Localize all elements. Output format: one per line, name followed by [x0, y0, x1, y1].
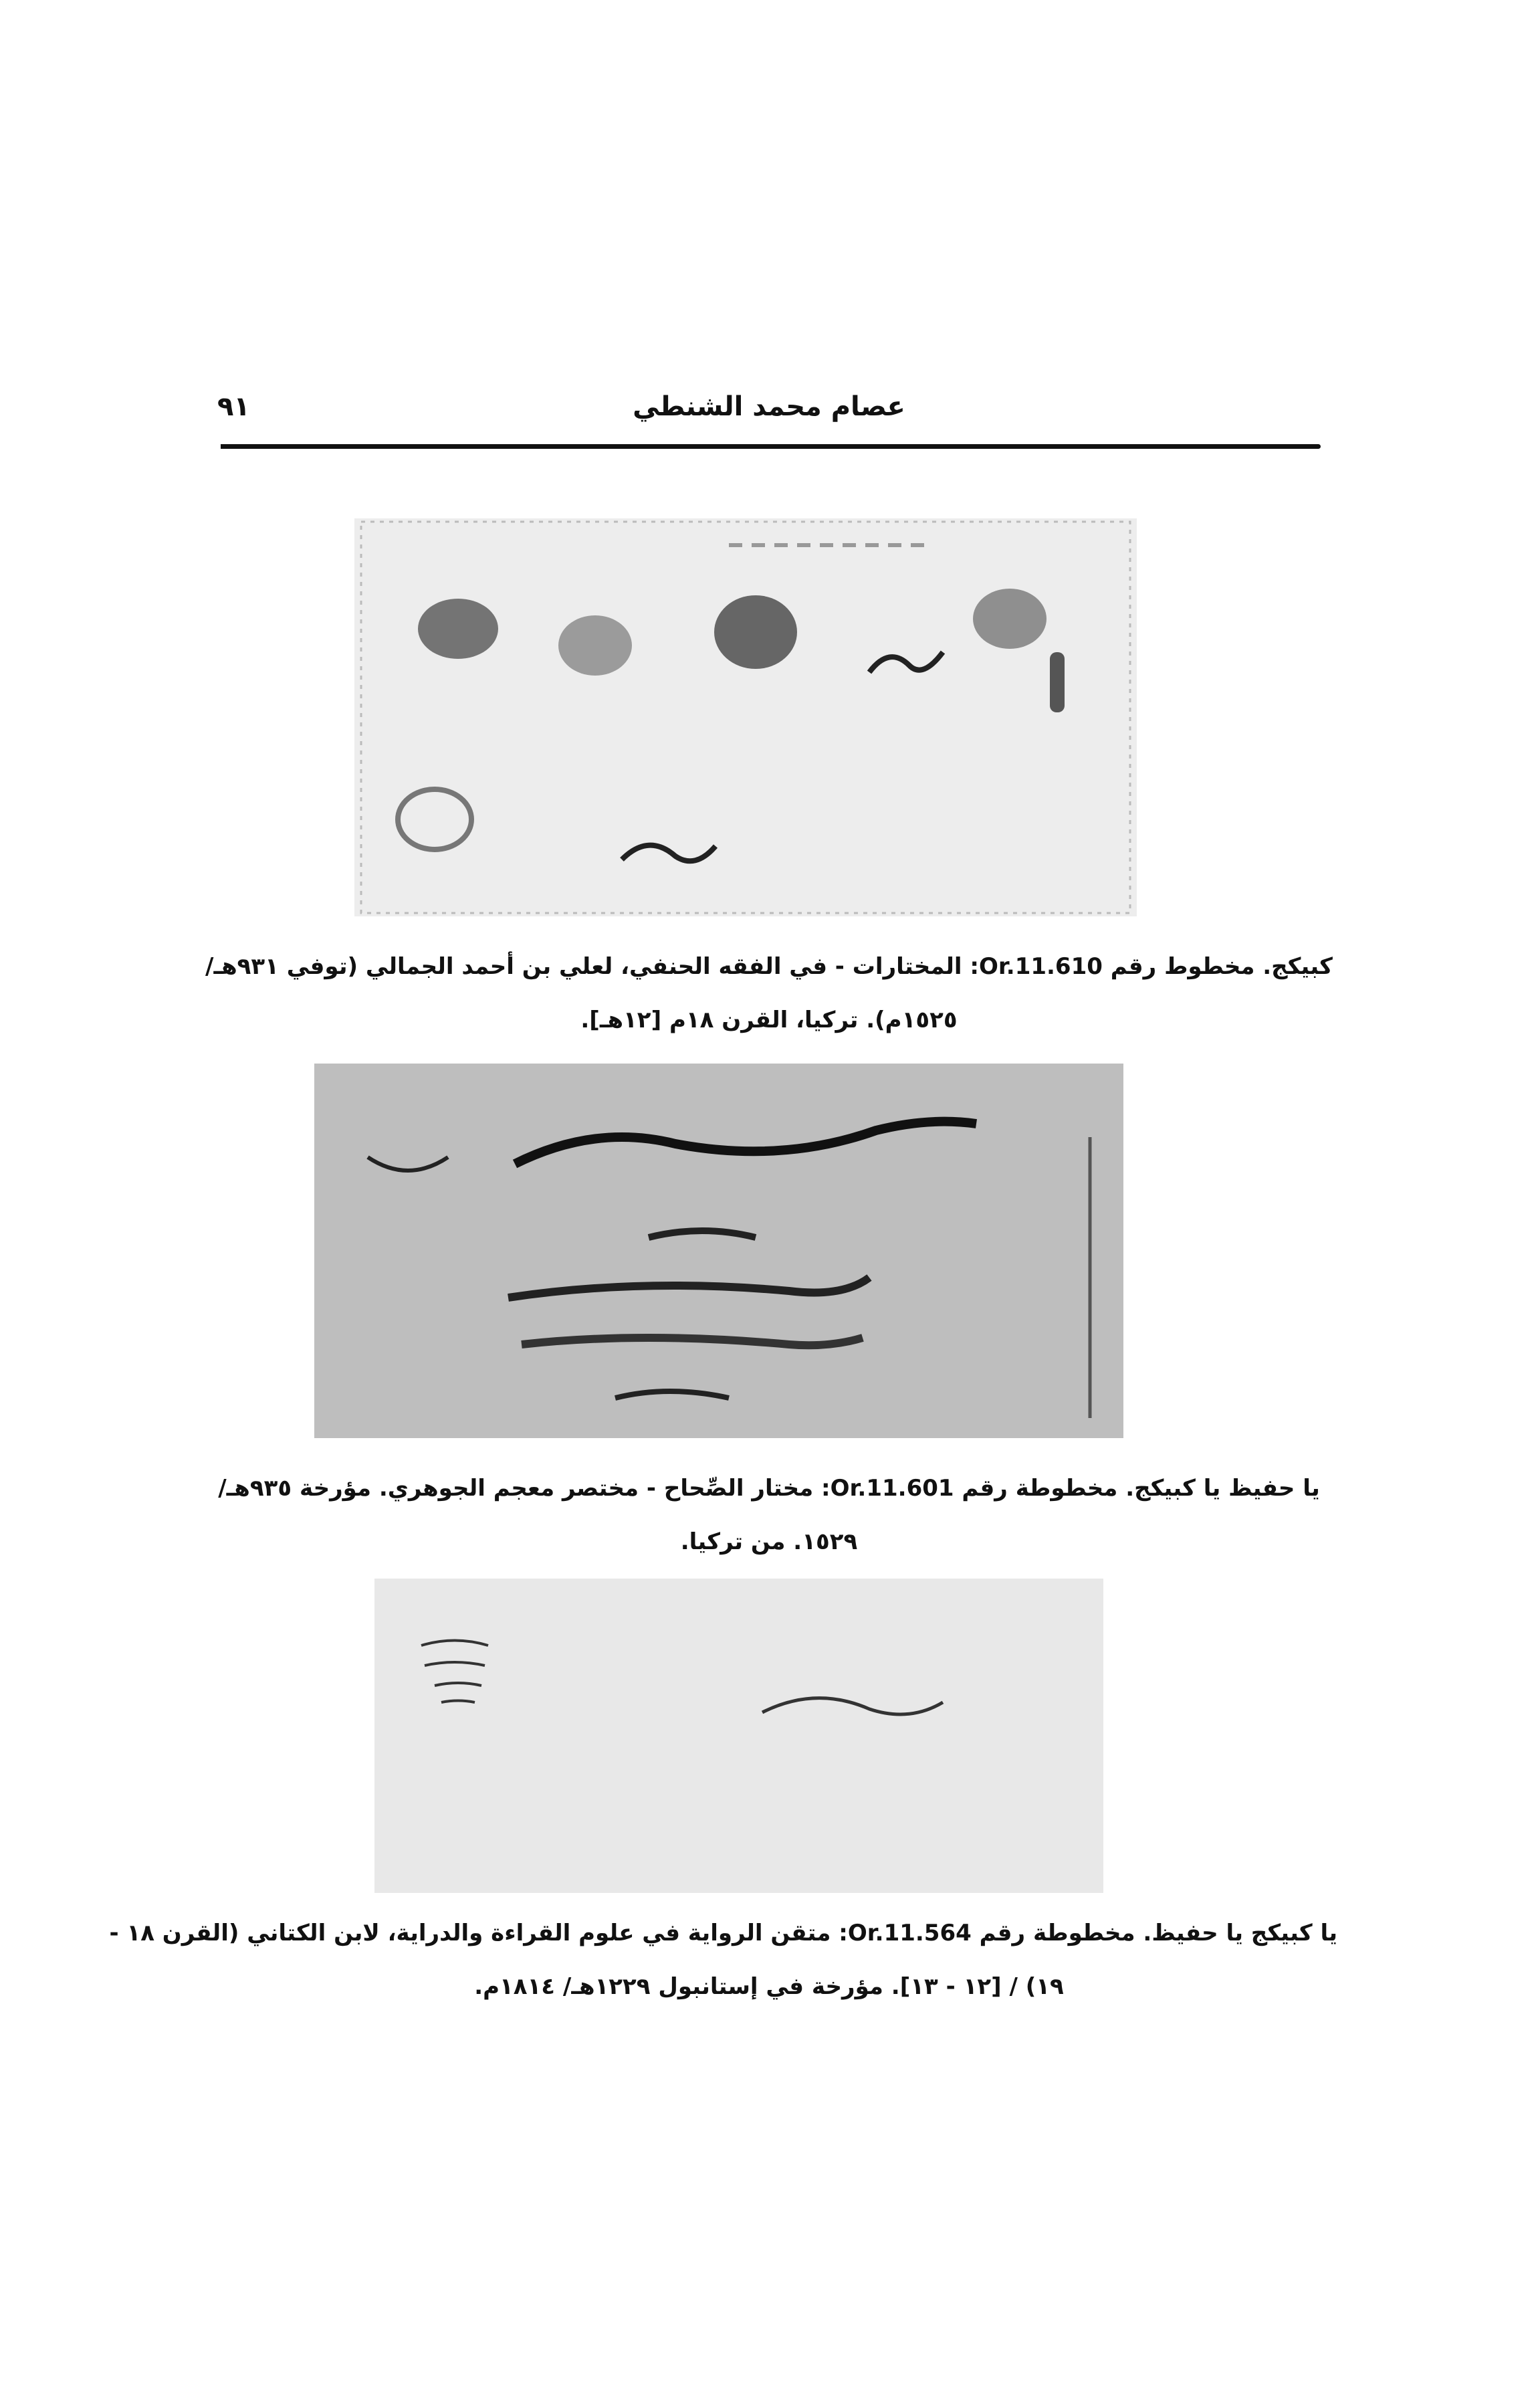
manuscript-title-page-illustration	[314, 1064, 1123, 1438]
manuscript-image-2	[314, 1064, 1123, 1438]
caption-line: ١٥٢٥م). تركيا، القرن ١٨م [١٢هـ].	[580, 1007, 958, 1033]
running-header-author: عصام محمد الشنطي	[633, 391, 905, 422]
manuscript-image-3	[374, 1579, 1103, 1893]
page-number: ٩١	[217, 391, 250, 422]
caption-line: ١٩) / [١٢ - ١٣]. مؤرخة في إستانبول ١٢٢٩هـ/ ١٨١٤م.	[474, 1973, 1064, 2000]
figure-caption-1	[201, 940, 1337, 1047]
manuscript-image-1	[354, 518, 1137, 916]
manuscript-seals-illustration	[354, 518, 1137, 916]
caption-line: كبيكج. مخطوط رقم Or.11.610: المختارات - في الفقه الحنفي، لعلي بن أحمد الجمالي (توفي ٩٣١هـ/	[205, 953, 1333, 980]
manuscript-ownership-note-illustration	[374, 1579, 1103, 1893]
header-rule	[221, 444, 1321, 449]
caption-line: يا حفيظ يا كبيكج. مخطوطة رقم Or.11.601: مختار الصِّحاح - مختصر معجم الجوهري. مؤرخة ٩٣٥هـ/	[218, 1475, 1320, 1502]
caption-line: يا كبيكج يا حفيظ. مخطوطة رقم Or.11.564: متقن الرواية في علوم القراءة والدراية، لابن الكتاني (القرن ١٨ -	[109, 1920, 1337, 1946]
caption-line: ١٥٢٩. من تركيا.	[680, 1528, 858, 1555]
figure-caption-2	[201, 1462, 1337, 1569]
figure-caption-3	[109, 1906, 1337, 2013]
